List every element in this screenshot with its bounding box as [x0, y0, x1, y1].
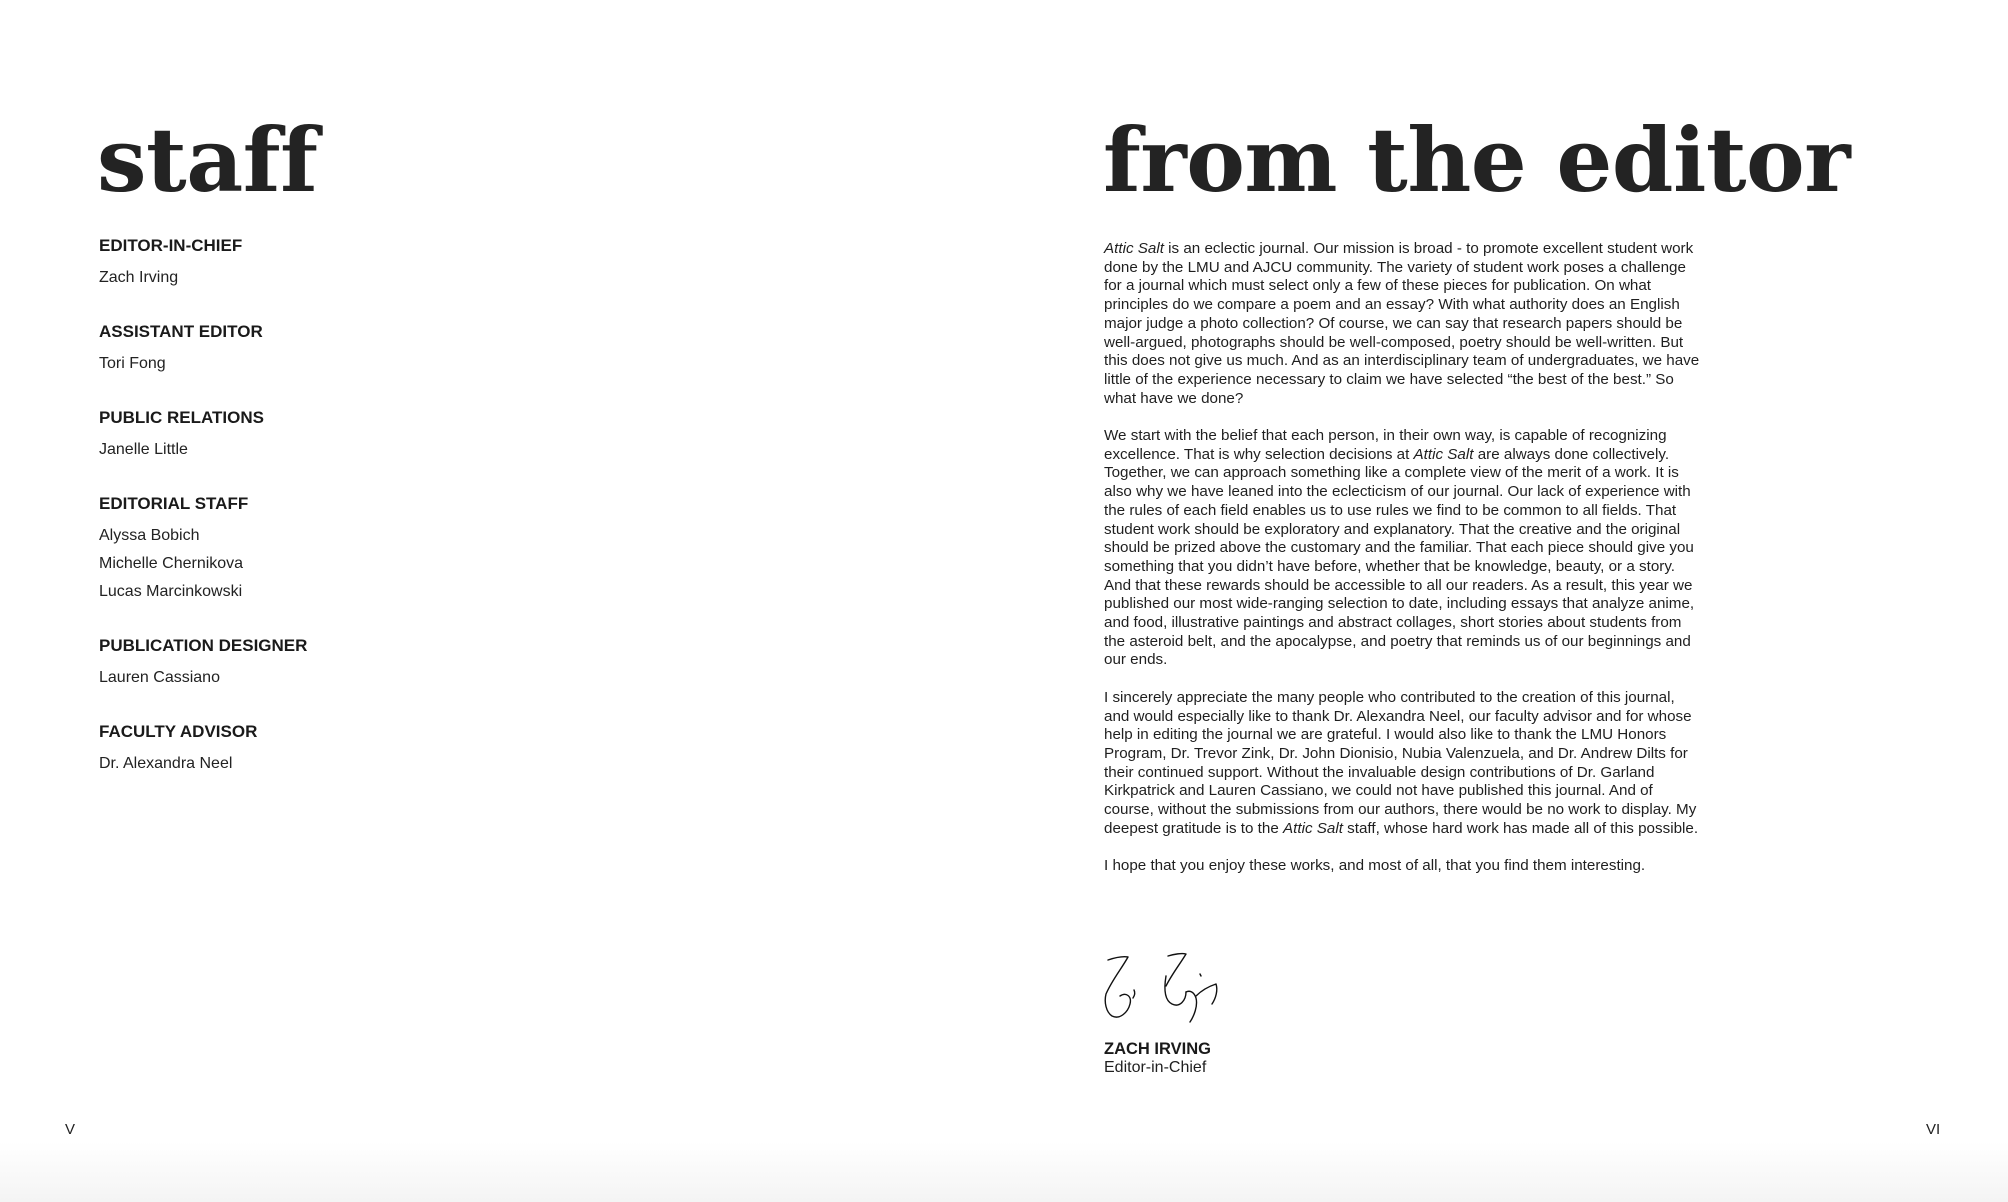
editor-letter-heading: from the editor [1103, 108, 1851, 212]
editor-letter-body [1104, 240, 1704, 895]
role-title: EDITORIAL STAFF [99, 494, 249, 513]
letter-paragraph-4: I hope that you enjoy these works, and most of all, that you find them interesting. [1104, 857, 1646, 875]
signature-name: ZACH IRVING [1104, 1040, 1211, 1058]
page-number-left: V [65, 1121, 76, 1138]
staff-role-publication-designer [99, 636, 599, 692]
handwritten-signature [1100, 950, 1240, 1030]
role-title: FACULTY ADVISOR [99, 722, 258, 741]
journal-name: Attic Salt [1104, 240, 1164, 257]
letter-paragraph-3: I sincerely appreciate the many people who contributed to the creation of this journal, and would especially like to thank Dr. Alexandra Neel, our faculty advisor and for whose help in editing the journal we are grateful. I would also like to thank the LMU Honors Program, Dr. Trevor Zink, Dr. John Dionisio, Nubia Valenzuela, and Dr. Andrew Dilts for their continued support. Without the invaluable design contributions of Dr. Garland Kirkpatrick and Lauren Cassiano, we could not have published this journal. And of course, without the submissions from our authors, there would be no work to display. My deepest gratitude is to the Attic Salt staff, whose hard work has made all of this possible. [1104, 688, 1699, 837]
role-title: PUBLIC RELATIONS [99, 408, 264, 427]
staff-role-assistant-editor [99, 322, 599, 378]
staff-role-faculty-advisor [99, 722, 599, 778]
staff-role-public-relations [99, 408, 599, 464]
staff-name: Janelle Little [99, 441, 188, 458]
letter-paragraph-2: We start with the belief that each person, in their own way, is capable of recognizing excellence. That is why selection decisions at Attic Salt are always done collectively. Together, we can approach something like a complete view of the merit of a work. It is also why we have leaned into the eclecticism of our journal. Our lack of experience with the rules of each field enables us to use rules we find to be common to all fields. That student work should be exploratory and explanatory. That the creative and the original should be prized above the customary and the familiar. That each piece should give you something that you didn’t have before, whether that be knowledge, beauty, or a story. And that these rewards should be accessible to all our readers. As a result, this year we published our most wide-ranging selection to date, including essays that analyze anime, and food, illustrative paintings and abstract collages, short stories about students from the asteroid belt, and the apocalypse, and poetry that reminds us of our beginnings and our ends. [1104, 427, 1695, 669]
page-bottom-shade [0, 1142, 2008, 1202]
staff-name: Michelle Chernikova [99, 555, 244, 572]
staff-list [99, 236, 599, 808]
journal-name: Attic Salt [1413, 445, 1474, 463]
staff-name: Alyssa Bobich [99, 527, 200, 544]
staff-name: Tori Fong [99, 355, 166, 372]
journal-name: Attic Salt [1283, 819, 1343, 837]
staff-name: Lauren Cassiano [99, 669, 220, 686]
staff-name: Dr. Alexandra Neel [99, 755, 233, 772]
role-title: PUBLICATION DESIGNER [99, 636, 308, 655]
role-title: ASSISTANT EDITOR [99, 322, 263, 341]
signature-title: Editor-in-Chief [1104, 1059, 1207, 1076]
staff-heading: staff [97, 108, 318, 212]
staff-role-editorial-staff [99, 494, 599, 606]
staff-name: Lucas Marcinkowski [99, 583, 243, 600]
staff-role-editor-in-chief [99, 236, 599, 292]
page-number-right: VI [1926, 1121, 1941, 1138]
role-title: EDITOR-IN-CHIEF [99, 236, 243, 255]
letter-paragraph-1: Attic Salt is an eclectic journal. Our mission is broad - to promote excellent student work done by the LMU and AJCU community. The variety of student work poses a challenge for a journal which must select only a few of these pieces for publication. On what principles do we compare a poem and an essay? With what authority does an English major judge a photo collection? Of course, we can say that research papers should be well-argued, photographs should be well-composed, poetry should be well-written. But this does not give us much. And as an interdisciplinary team of undergraduates, we have little of the experience necessary to claim we have selected “the best of the best.” So what have we done? [1104, 240, 1700, 407]
staff-name: Zach Irving [99, 269, 179, 286]
